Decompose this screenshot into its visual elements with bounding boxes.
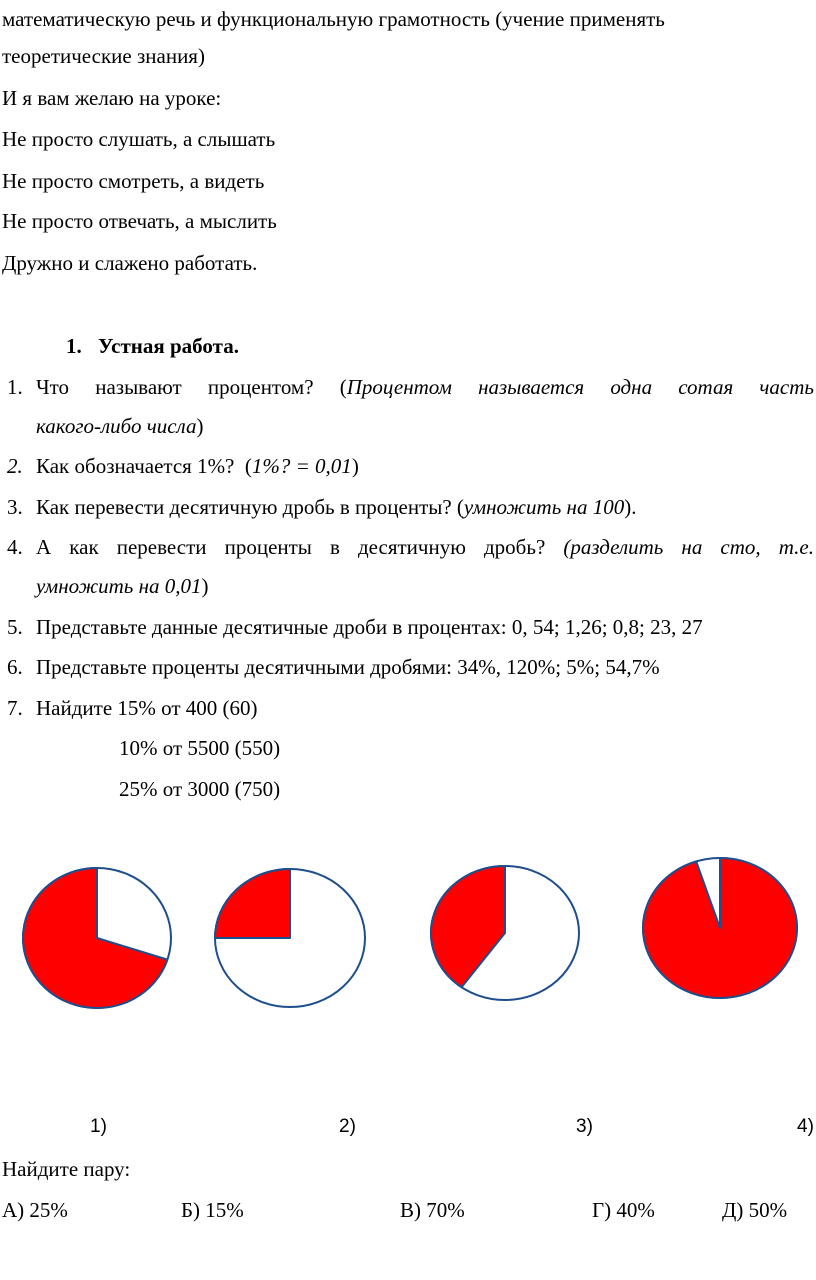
q1-continuation: какого-либо числа) xyxy=(36,414,204,438)
intro-line-5: Не просто смотреть, а видеть xyxy=(2,169,265,193)
q5-text: Представьте данные десятичные дроби в процентах: 0, 54; 1,26; 0,8; 23, 27 xyxy=(36,615,703,639)
q3-text: Как перевести десятичную дробь в проценты? (умножить на 100). xyxy=(36,495,637,519)
q4-word: дробь? xyxy=(484,535,546,559)
q1-word: часть xyxy=(759,375,814,399)
q1-word: Что xyxy=(36,375,70,399)
q4-word: на xyxy=(681,535,703,559)
intro-line-4: Не просто слушать, а слышать xyxy=(2,127,276,151)
pie-label-2: 2) xyxy=(339,1116,356,1137)
pie-label-3: 3) xyxy=(576,1116,593,1137)
match-option-c: В) 70% xyxy=(400,1198,465,1222)
match-option-a: А) 25% xyxy=(2,1198,68,1222)
q4-word: десятичную xyxy=(358,535,466,559)
intro-line-2: теоретические знания) xyxy=(2,44,205,68)
q6-number: 6. xyxy=(7,655,23,679)
q4-word: т.е. xyxy=(778,535,814,559)
q4-word: в xyxy=(330,535,340,559)
q7-sub-2: 25% от 3000 (750) xyxy=(119,777,281,801)
match-option-e: Д) 50% xyxy=(722,1198,788,1222)
intro-line-6: Не просто отвечать, а мыслить xyxy=(2,209,277,233)
match-option-d: Г) 40% xyxy=(592,1198,655,1222)
q5-number: 5. xyxy=(7,615,23,639)
pie-label-1: 1) xyxy=(90,1116,107,1137)
pie-label-4: 4) xyxy=(797,1116,814,1137)
q6-text: Представьте проценты десятичными дробями: 34%, 120%; 5%; 54,7% xyxy=(36,655,660,679)
q7-text: Найдите 15% от 400 (60) xyxy=(36,696,258,720)
section-title: Устная работа. xyxy=(98,334,239,358)
pie-2-filled-slice xyxy=(215,869,290,938)
q1-word: называется xyxy=(478,375,585,399)
match-option-b: Б) 15% xyxy=(181,1198,244,1222)
q4-continuation: умножить на 0,01) xyxy=(36,574,209,598)
match-prompt: Найдите пару: xyxy=(2,1157,131,1181)
q7-sub-1: 10% от 5500 (550) xyxy=(119,736,281,760)
q2-number: 2. xyxy=(7,454,23,478)
intro-line-3: И я вам желаю на уроке: xyxy=(2,86,222,110)
q4-word: сто, xyxy=(720,535,761,559)
q4-number: 4. xyxy=(7,535,23,559)
section-number: 1. xyxy=(66,334,82,358)
q7-number: 7. xyxy=(7,696,23,720)
q4-word: перевести xyxy=(116,535,207,559)
q4-word: А xyxy=(36,535,52,559)
intro-line-7: Дружно и слажено работать. xyxy=(2,251,258,275)
q3-number: 3. xyxy=(7,495,23,519)
q1-word: сотая xyxy=(678,375,734,399)
q2-text: Как обозначается 1%? (1%? = 0,01) xyxy=(36,454,359,478)
pie-4-filled-slice xyxy=(643,858,797,998)
q1-number: 1. xyxy=(7,375,23,399)
q4-word: (разделить xyxy=(563,535,664,559)
intro-line-1: математическую речь и функциональную грамотность (учение применять xyxy=(2,7,665,31)
q1-answer-start: (Процентом xyxy=(339,375,452,399)
q1-word: называют xyxy=(95,375,182,399)
q1-word: одна xyxy=(610,375,653,399)
q1-word: процентом? xyxy=(207,375,314,399)
q4-word: как xyxy=(69,535,99,559)
q4-word: проценты xyxy=(224,535,312,559)
